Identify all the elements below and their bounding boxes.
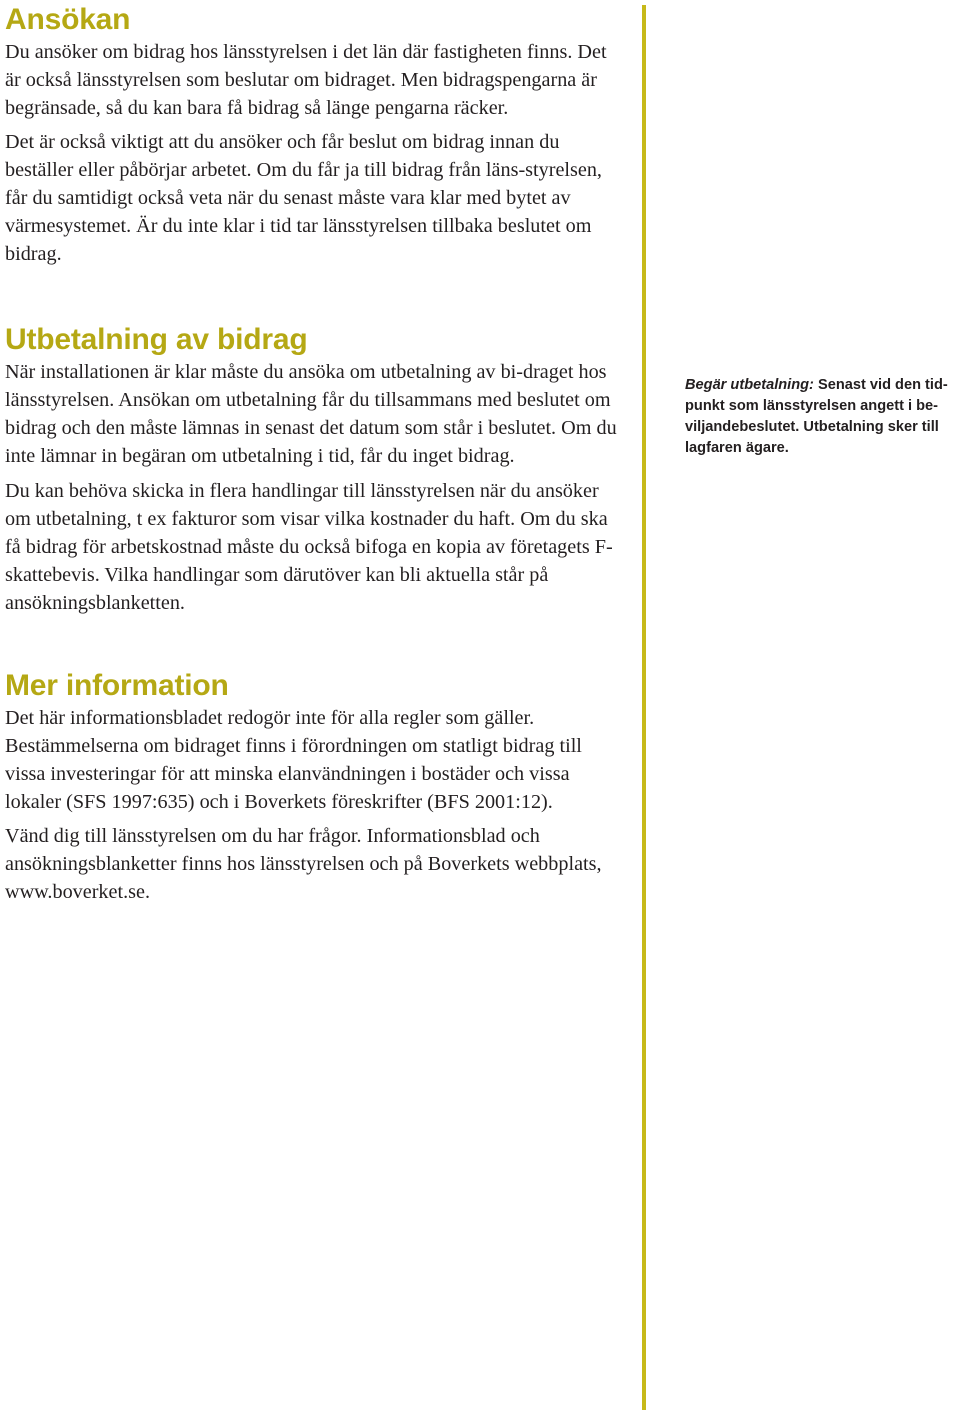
heading-ansokan: Ansökan	[5, 3, 131, 36]
paragraph: När installationen är klar måste du ansöka om utbetalning av bi-draget hos länsstyrelsen. Ansökan om utbetalning får du tillsammans med beslutet om bidrag och den måste lämnas in senast det datum som står i beslutet. Om du inte lämnar in begäran om utbetalning i tid, får du inget bidrag.	[5, 361, 617, 467]
paragraph: Vänd dig till länsstyrelsen om du har frågor. Informationsblad och ansökningsblanketter finns hos länsstyrelsen och på Boverkets webbplats, www.boverket.se.	[5, 825, 602, 903]
paragraph: Det här informationsbladet redogör inte för alla regler som gäller. Bestämmelserna om bidraget finns i förordningen om statligt bidrag till vissa investeringar för att minska elanvändningen i bostäder och vissa lokaler (SFS 1997:635) och i Boverkets föreskrifter (BFS 2001:12).	[5, 707, 582, 813]
paragraph: Det är också viktigt att du ansöker och får beslut om bidrag innan du beställer eller påbörjar arbetet. Om du får ja till bidrag från läns-styrelsen, får du samtidigt också veta när du senast måste vara klar med bytet av värmesystemet. Är du inte klar i tid tar länsstyrelsen tillbaka beslutet om bidrag.	[5, 131, 602, 265]
paragraph: Du kan behöva skicka in flera handlingar till länsstyrelsen när du ansöker om utbetalning, t ex fakturor som visar vilka kostnader du haft. Om du ska få bidrag för arbetskostnad måste du också bifoga en kopia av företagets F-skattebevis. Vilka handlingar som därutöver kan bli aktuella står på ansökningsblanketten.	[5, 480, 613, 614]
paragraph: Du ansöker om bidrag hos länsstyrelsen i det län där fastigheten finns. Det är också länsstyrelsen som beslutar om bidraget. Men bidragspengarna är begränsade, så du kan bara få bidrag så länge pengarna räcker.	[5, 41, 607, 119]
side-note-lead: Begär utbetalning:	[685, 377, 814, 393]
section-mer-information	[5, 669, 617, 906]
section-ansokan	[5, 3, 617, 268]
column-divider	[642, 5, 646, 1410]
side-note-text: Senast vid den tid-punkt som länsstyrelsen angett i be-viljandebeslutet. Utbetalning sker till lagfaren ägare.	[685, 377, 948, 456]
section-utbetalning	[5, 323, 617, 617]
heading-utbetalning: Utbetalning av bidrag	[5, 323, 308, 356]
side-note	[685, 375, 960, 459]
heading-mer-information: Mer information	[5, 669, 229, 702]
